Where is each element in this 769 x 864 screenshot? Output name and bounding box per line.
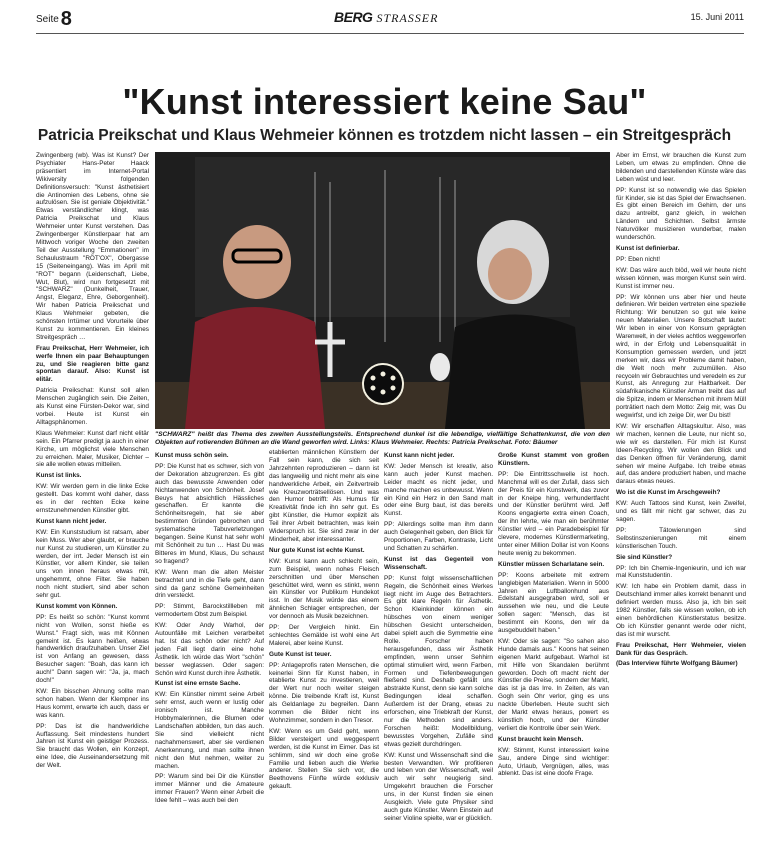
- section-heading: Kunst kommt von Können.: [36, 602, 118, 610]
- article-photo: [155, 152, 610, 429]
- issue-date: 15. Juni 2011: [690, 12, 744, 22]
- page-header: [36, 4, 744, 28]
- section-heading: Kunst muss schön sein.: [155, 452, 229, 459]
- section-heading: Künstler müssen Scharlatane sein.: [498, 560, 605, 568]
- paragraph: PP: Stimmt, Barockstillleben mit vermodertem Obst zum Beispiel.: [155, 603, 264, 619]
- section-heading: Kunst ist eine ernste Sache.: [155, 680, 241, 688]
- paragraph: KW: Ein bisschen Ahnung sollte man schon haben. Wenn der Klempner ins Haus kommt, erwarte ich auch, dass er was kann.: [36, 688, 149, 719]
- article-column-4: [384, 449, 493, 858]
- paragraph: PP: Kunst ist so notwendig wie das Spielen für Kinder, sie ist das Spiel der Erwachsenen. Es gibt einen Bereich im Gehirn, der uns dazu antreibt, ganz gleich, in welchen Ländern und Schichten. Selbst ärmste Naturvölker musizieren wunderbar, malen wunderschön.: [616, 186, 746, 242]
- masthead-logo: [334, 9, 438, 26]
- headline: "Kunst interessiert keine Sau": [122, 81, 647, 122]
- paragraph: Klaus Wehmeier: Kunst darf nicht elitär sein. Ein Pfarrer predigt ja auch in einer Kirche, um möglichst viele Menschen zu erreichen. Maler, Musiker, Dichter – sie alle wollen etwas mitteilen.: [36, 429, 149, 469]
- article-column-2: [155, 449, 264, 858]
- man-shirt: [185, 307, 325, 429]
- interview-question: (Das Interview führte Wolfgang Bäumer): [616, 660, 738, 668]
- interview-question: Frau Preikschat, Herr Wehmeier, vielen Dank für das Gespräch.: [616, 641, 746, 657]
- section-heading: Große Kunst stammt von großen Künstlern.: [498, 452, 609, 467]
- article-column-3: [269, 449, 379, 858]
- paragraph: KW: Ich habe ein Problem damit, dass in Deutschland immer alles korrekt benannt und definiert werden muss. Also ja, ich bin seit 1982 Künstler, falls sie wissen wollen, ob ich einen behördlichen Künstlerstatus besitze. Ob ich Künstler genannt werde oder nicht, das ist mir wurscht.: [616, 583, 746, 638]
- paragraph: PP: Die Kunst hat es schwer, sich von der Dekoration abzugrenzen. Es gibt auch das bewusste Anwenden oder Nichtanwenden von Schönheit. Josef Beuys hat absichtlich Hässliches geschaffen. Er kannte die Schönheitsregeln, hat sie aber bestimmten Gründen gebrochen und systematische Tabuverletzungen begangen. Seine Kunst hat sehr wohl mit Schönheit zu tun … Hast Du was Bitteres im Mund, Klaus, Du schaust so fragend?: [155, 462, 264, 565]
- section-heading: Kunst braucht kein Mensch.: [498, 735, 584, 743]
- subheadline: Patricia Preikschat und Klaus Wehmeier können es trotzdem nicht lassen – ein Streitgespräch: [37, 127, 732, 144]
- paragraph: PP: Die Eintrittsschwelle ist hoch. Manchmal will es der Zufall, dass sich der Preis für ein Kunstwerk, das zuvor in der Kneipe hing, verhundertfacht und der Künstler berühmt wird. Jeff Koons engagierte extra einen Coach, der ihn lehrte, wie man ein berühmter Künstler wird – ein Paradebeispiel für clevere, modernes Künstlermarketing, unter einer Million Dollar ist von Koons heute wenig zu bekommen.: [498, 470, 609, 557]
- paragraph: KW: Kunst und Wissenschaft sind die besten Verwandten. Wir profitieren und leben von der Wissenschaft, weil auch wir sehr neugierig sind. Umgekehrt brauchen die Forscher uns, in der Kunst finden sie einen Ausgleich. Viele gute Physiker sind auch gute Künstler. Wenn Einstein auf seiner Violine spielte, war er glücklich.: [384, 751, 493, 822]
- section-heading: Kunst ist das Gegenteil von Wissenschaft.: [384, 555, 493, 571]
- paragraph: KW: Ein Kunststudium ist ratsam, aber kein Muss. Wer aber glaubt, er brauche nur Kunst zu studieren, um Künstler zu werden, der irrt. Jeder Mensch ist ein Künstler, vor allem Kinder, sie teilen uns von innen heraus etwas mit, ungehemmt, ohne Filter. Sie haben noch nicht studiert, sind aber schon sehr gut.: [36, 528, 149, 600]
- paragraph: Patricia Preikschat: Kunst soll allen Menschen zugänglich sein. Die Zeiten, als Kunst eine Fürsten-Dekor war, sind vorbei. Heute ist Kunst ein Alltagsphänomen.: [36, 387, 149, 426]
- masthead-strasser: STRASSER: [376, 11, 439, 25]
- article-column-6: [616, 152, 746, 858]
- paragraph: KW: Oder sie sagen: "So sahen also Hunde damals aus." Koons hat seinen eigenen Markt aufgebaut. Warhol ist mit Hilfe von Skandalen berühmt geworden. Doch oft macht nicht der Künstler die Preise, sondern der Markt, das ist ja das Irre. In Zeiten, als van Gogh sein Ohr verlor, ging es uns nackte Überleben. Heute sucht sich der Markt etwas heraus, powert es künstlich hoch, und der Künstler verliert die Kontrolle über sein Werk.: [498, 637, 609, 732]
- paragraph: Zwingenberg (wb). Was ist Kunst? Der Psychiater Hans-Peter Haack präsentiert im Internet-Portal Wikiversity folgenden Definitionsversuch: "Kunst ästhetisiert die Antinomien des Lebens, ohne sie aufzulösen. Sie ist geniale Objektivität." Etwas verständlicher klingt, was Patricia Preikschat und Klaus Wehmeier unter Kunst verstehen. Das Zwingenberger Künstlerpaar hat am Mittwoch voriger Woche den zweiten Teil der Ausstellung "Emmationen" im Schaulustraum "RÖT'OX", Obergasse 15 (Seiteneingang). Was im April mit "ROT" begann (Leidenschaft, Liebe, Wut, Blut), wird nun fortgesetzt mit "SCHWARZ" (Dunkelheit, Trauer, Angst, Eleganz, Ehre, Geborgenheit). Wir haben Patricia Preikschat und Klaus Wehmeier gebeten, die schönsten Irrtümer und Vorurteile über Kunst zu kommentieren. Ein kleines Streitgespräch …: [36, 152, 149, 341]
- section-heading: Sie sind Künstler?: [616, 553, 673, 561]
- photo-caption: "SCHWARZ" heißt das Thema des zweiten Ausstellungsteils. Entsprechend dunkel ist die lebendige, vielfältige Schattenkunst, die von den Objekten auf rotierenden Bühnen an die Wand geworfen wird. Links: Klaus Wehmeier. Rechts: Patricia Preikschat. Foto: Bäumer: [155, 431, 610, 446]
- paragraph: KW: Wir erschaffen Alltagskultur. Also, was wir machen, kennen die Leute, nur nicht so, wie wir es darstellen. Für mich ist Kunst Ideen-Recycling. Wir wollen den Blick und das Denken öffnen für Veränderung, damit sehen wir meine Aufgabe. Ich treibe etwas auf, das andere produziert haben, und mache daraus etwas neues.: [616, 423, 746, 486]
- paragraph: PP: Anlageprofis raten Menschen, die keinerlei Sinn für Kunst haben, in etablierte Kunst zu investieren, weil der Wert nur noch weiter steigen könne. Die treibende Kraft ist, Kunst als Geldanlage zu begreifen. Dann kommen die Bilder nicht ins Wohnzimmer, sondern in den Tresor.: [269, 661, 379, 724]
- page-number: [36, 8, 72, 31]
- paragraph: PP: Koons arbeitete mit extrem langlebigen Materialien. Wenn in 5000 Jahren ein Luftballonhund aus Edelstahl ausgegraben wird, soll er aussehen wie neu, und die Leute sollen sagen: "Mensch, das ist bestimmt ein Koons, den wir da ausgebuddelt haben.": [498, 571, 609, 635]
- header-rule: [36, 33, 744, 34]
- section-heading: Nur gute Kunst ist echte Kunst.: [269, 546, 365, 554]
- section-heading: Wo ist die Kunst im Arschgeweih?: [616, 489, 721, 497]
- paragraph: PP: Es heißt so schön: "Kunst kommt nicht von Wollen, sonst hieße es Wunst." Fragt sich, was mit Können gemeint ist. Es kann heißen, etwas handwerklich draufzuhaben. Unser Ziel ist von Anfang an gewesen, dass Besucher sagen: "Boah, das kann ich auch!" Dann sagen wir: "Ja, ja, mach doch!": [36, 613, 149, 685]
- section-heading: Gute Kunst ist teuer.: [269, 650, 332, 658]
- article-column-1: [36, 152, 149, 858]
- paragraph: Aber im Ernst, wir brauchen die Kunst zum Leben, um etwas zu empfinden. Ohne die bildenden und darstellenden Künste wäre das Leben wüst und leer.: [616, 152, 746, 183]
- woman-dress: [445, 315, 585, 430]
- section-heading: Kunst kann nicht jeder.: [36, 517, 107, 525]
- paragraph: PP: Das ist die handwerkliche Auffassung. Seit mindestens hundert Jahren ist Kunst ein geistiger Prozess. Sie braucht das Wollen, ein Konzept, eine Idee, die Auseinandersetzung mit der Welt.: [36, 722, 149, 770]
- photo-illustration: [155, 152, 610, 429]
- paragraph: KW: Stimmt, Kunst interessiert keine Sau, andere Dinge sind wichtiger: Auto, Urlaub, Vergnügen, alles, was ablenkt. Das ist eine doofe Frage.: [498, 746, 609, 778]
- paragraph: KW: Ein Künstler nimmt seine Arbeit sehr ernst, auch wenn er lustig oder ironisch ist. Manche Hobbymalerinnen, die Blumen oder Landschaften abbilden, tun das auch. Sie sind vielleicht nicht nachahmenswert, aber sie verdienen Anerkennung, und man sollte ihnen nicht den Mut nehmen, weiter zu machen.: [155, 691, 264, 770]
- paragraph: KW: Wenn es um Geld geht, wenn Bilder versteigert und weggesperrt werden, ist die Kunst im Eimer. Das ist schlimm, sind wir doch eine große Familie und lieben auch die Werke anderer. Stellen Sie sich vor, die Beethovens Fünfte würde exklusiv gekauft.: [269, 727, 379, 791]
- paragraph: PP: Warum sind bei Dir die Künstler immer Männer und die Amateure immer Frauen? Wenn einer Arbeit die Idee fehlt – was auch bei den: [155, 773, 264, 805]
- figure-object: [430, 353, 450, 381]
- paragraph: KW: Wir werden gern in die linke Ecke gestellt. Das kommt wohl daher, dass es in der rechten Ecke keine ernstzunehmenden Künstler gibt.: [36, 483, 149, 514]
- paragraph: etablierten männlichen Künstlern der Fall sein kann, die sich seit Jahrzehnten reproduzieren – dann ist das langweilig und nicht mehr als eine handwerkliche Arbeit, ein Zeitvertreib wie Kreuzworträtsellösen. Und was den Humor betrifft: Als Humus für Kreativität finde ich ihn sehr gut. Es gibt Künstler, die Humor explizit als Teil ihrer Arbeit betrachten, was kein Widerspruch ist. Sie sind zwar in der Minderheit, aber interessanter.: [269, 449, 379, 543]
- paragraph: PP: Der Vergleich hinkt. Ein schlechtes Gemälde ist wohl eine Art Malerei, aber keine Kunst.: [269, 624, 379, 647]
- masthead-berg: BERG: [334, 9, 373, 25]
- paragraph: PP: Wir können uns aber hier und heute definieren. Wir beiden vertreten eine spezielle Richtung: Wir benutzen so gut wie keine neuen Materialien. Unsere Botschaft lautet: Wir leben in einer von Konsum geprägten Warenwelt, in der vieles achtlos weggeworfen wird, in der Erfolg und Lebensqualität in Konsumption gemessen werden, und jetzt merken wir, dass wir Probleme damit haben, die Welt noch mehr zuzumüllen. Also recyceln wir Gebrauchtes und veredeln es zur Kunst, als Anregung zur Haltbarkeit. Der südafrikanische Künstler Arman treibt das auf die Spitze, indem er Menschen mit ihrem Müll porträtiert nach dem Motto: Zeig mir, was Du wegwirfst, und ich zeige Dir, wer Du bist!: [616, 293, 746, 420]
- section-heading: Kunst ist definierbar.: [616, 244, 680, 252]
- paragraph: PP: Eben nicht!: [616, 255, 661, 263]
- woman-face: [488, 248, 532, 300]
- paragraph: KW: Oder Andy Warhol, der Autounfälle mit Leichen verarbeitet hat. Ist das schön oder nicht? Auf jeden Fall liegt darin eine hohe Ästhetik. Ich würde das Wort "schön" besser weglassen. Oder sagen: Schön wird Kunst durch ihre Ästhetik.: [155, 622, 264, 677]
- article-column-5: [498, 449, 609, 858]
- paragraph: PP: Tätowierungen sind Selbstinszenierungen mit einem künstlerischen Touch.: [616, 526, 746, 550]
- lamp-object: [363, 364, 403, 404]
- paragraph: KW: Wenn man die alten Meister betrachtet und in die Tiefe geht, dann sind da ganz schöne Gemeinheiten drin versteckt.: [155, 568, 264, 600]
- paragraph: KW: Kunst kann auch schlecht sein, zum Beispiel, wenn nohes Fleisch zerschnitten und über Menschen geschüttet wird, wenn es stinkt, wenn ein Künstler vor Publikum Hundekot isst. In der Musik würde das einem ähnlichen Schlager entsprechen, der vor dennoch als Musik bezeichnen.: [269, 557, 379, 621]
- interview-question: Frau Preikschat, Herr Wehmeier, ich werfe Ihnen ein paar Behauptungen zu, und Sie reagieren bitte ganz spontan darauf. Also: Kunst ist elitär.: [36, 344, 149, 384]
- paragraph: PP: Allerdings sollte man ihm dann auch Gelegenheit geben, den Blick für Proportionen, Farben, Kontraste, Licht und Schatten zu schärfen.: [384, 521, 493, 552]
- section-heading: Kunst ist links.: [36, 472, 82, 480]
- paragraph: KW: Auch Tattoos sind Kunst, kein Zweifel, und es fällt mir nicht gar schwer, das zu sagen.: [616, 500, 746, 523]
- paragraph: PP: Ich bin Chemie-Ingenieurin, und ich war mal Kunststudentin.: [616, 564, 746, 580]
- paragraph: KW: Jeder Mensch ist kreativ, also kann auch jeder Kunst machen. Leider macht es nicht jeder, und manche machen es unbewusst. Wenn ein Kind ein Herz in den Sand malt oder eine Burg baut, ist das bereits Kunst.: [384, 462, 493, 518]
- page-label: Seite: [36, 14, 59, 25]
- paragraph: PP: Kunst folgt wissenschaftlichen Regeln, die Schönheit eines Werkes liegt nicht im Auge des Betrachters. Es gibt klare Regeln für Ästhetik. Schon Kleinkinder können ein hübsches von einem weniger hübschen Gesicht unterscheiden, dabei spielt auch die Symmetrie eine Rolle. Forscher haben herausgefunden, dass wir Ästhetik empfinden, wenn unser Sehhirn optimal stimuliert wird, wenn Farben, Formen und Tiefenbewegungen fließend sind. Deshalb gefällt uns abstrakte Kunst, denn sie kann solche Bedingungen ideal schaffen. Außerdem ist der Drang, etwas zu erforschen, eine Triebkraft der Kunst, nur die Methoden sind anders. Forschen heißt: Modellbildung, bewusstes Vorgehen, Zufälle sind etwas gezielt durchdringen.: [384, 574, 493, 748]
- paragraph: KW: Das wäre auch blöd, weil wir heute nicht wissen können, was morgen Kunst sein wird. Kunst ist immer neu.: [616, 266, 746, 290]
- page-number-value: 8: [60, 8, 72, 30]
- section-heading: Kunst kann nicht jeder.: [384, 452, 455, 459]
